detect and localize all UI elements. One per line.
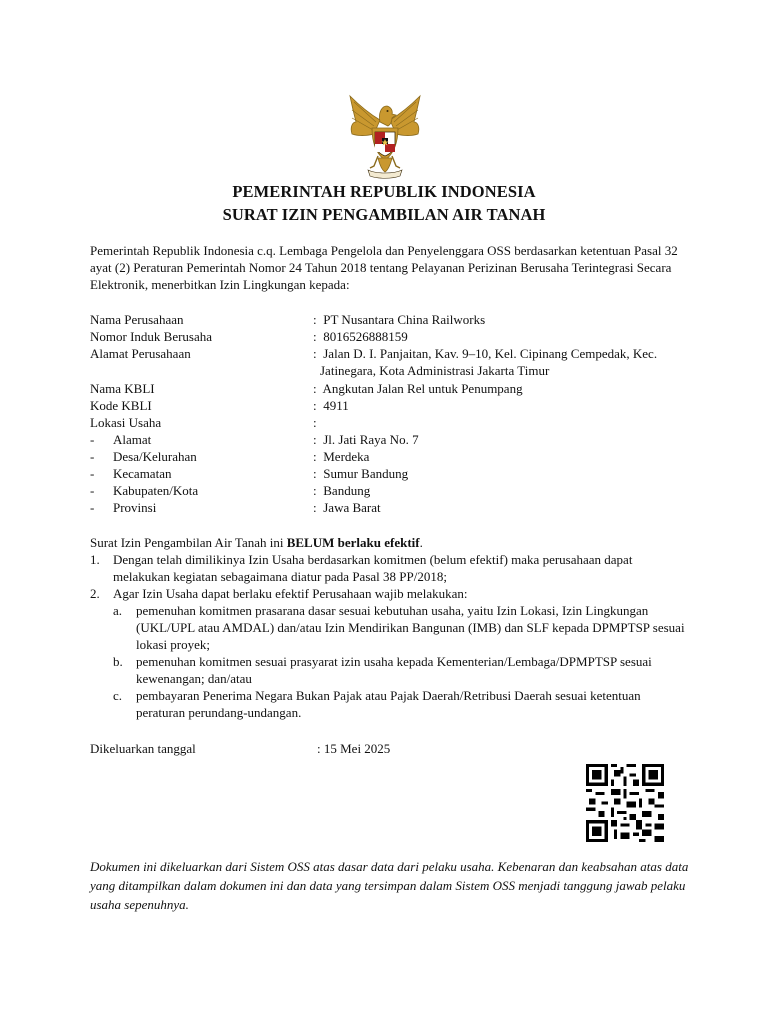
issued-label: Dikeluarkan tanggal <box>90 741 196 756</box>
status-suffix: . <box>419 535 423 550</box>
government-title: PEMERINTAH REPUBLIK INDONESIA <box>232 182 536 201</box>
colon: : <box>313 381 317 396</box>
dash-bullet: - <box>90 483 95 498</box>
permit-title: SURAT IZIN PENGAMBILAN AIR TANAH <box>222 205 546 224</box>
colon: : <box>313 415 317 430</box>
sub-list-text: pemenuhan komitmen prasarana dasar sesuai kebutuhan usaha, yaitu Izin Lokasi, Izin Lingkungan (UKL/UPL atau AMDAL) dan/atau Izin Mendirikan Bangunan (IMB) dan SLF kepada DPMPTSP sesuai lokasi proyek; <box>136 603 685 652</box>
field-label: Provinsi <box>113 500 157 515</box>
field-value: Jawa Barat <box>323 500 381 515</box>
field-label: Kabupaten/Kota <box>113 483 199 498</box>
field-label: Nomor Induk Berusaha <box>90 329 213 344</box>
colon: : <box>313 483 317 498</box>
status-bold: BELUM berlaku efektif <box>286 535 420 550</box>
list-number: 1. <box>90 552 100 567</box>
field-value: 4911 <box>323 398 349 413</box>
colon: : <box>313 312 317 327</box>
field-value-wrap <box>313 499 683 516</box>
dash-bullet: - <box>90 500 95 515</box>
obligations-list <box>90 551 690 721</box>
sub-list-letter: c. <box>113 688 123 703</box>
field-label: Desa/Kelurahan <box>113 449 197 464</box>
field-label: Nama Perusahaan <box>90 312 184 327</box>
field-value: Angkutan Jalan Rel untuk Penumpang <box>322 381 523 396</box>
field-value-wrap <box>313 465 683 482</box>
field-label: Alamat <box>113 432 152 447</box>
sub-list-letter: b. <box>113 654 123 669</box>
garuda-emblem-icon <box>340 92 430 182</box>
field-value: Bandung <box>323 483 371 498</box>
colon: : <box>313 466 317 481</box>
field-value-wrap <box>313 414 683 431</box>
sub-list-item <box>90 602 690 653</box>
field-value-wrap <box>313 345 683 379</box>
list-item <box>90 551 690 585</box>
field-value: PT Nusantara China Railworks <box>323 312 486 327</box>
status-prefix: Surat Izin Pengambilan Air Tanah ini <box>90 535 287 550</box>
qr-code-icon <box>586 764 664 842</box>
field-label: Kode KBLI <box>90 398 152 413</box>
sub-list-text: pemenuhan komitmen sesuai prasyarat izin usaha kepada Kementerian/Lembaga/DPMPTSP sesuai kewenangan; dan/atau <box>136 654 652 686</box>
issued-value: : 15 Mei 2025 <box>317 741 391 756</box>
field-label: Lokasi Usaha <box>90 415 162 430</box>
sub-list-item <box>90 687 690 721</box>
field-label: Kecamatan <box>113 466 172 481</box>
colon: : <box>313 432 317 447</box>
list-item <box>90 585 690 602</box>
field-value: Merdeka <box>323 449 370 464</box>
colon: : <box>313 329 317 344</box>
colon: : <box>313 398 317 413</box>
field-value-wrap <box>313 328 683 345</box>
field-label: Nama KBLI <box>90 381 155 396</box>
sub-list-item <box>90 653 690 687</box>
sub-list-text: pembayaran Penerima Negara Bukan Pajak atau Pajak Daerah/Retribusi Daerah sesuai ketentuan peraturan perundang-undangan. <box>136 688 641 720</box>
list-text: Dengan telah dimilikinya Izin Usaha berdasarkan komitmen (belum efektif) maka perusahaan dapat melakukan kegiatan sebagaimana diatur pada Pasal 38 PP/2018; <box>113 552 633 584</box>
intro-paragraph: Pemerintah Republik Indonesia c.q. Lembaga Pengelola dan Penyelenggara OSS berdasarkan ketentuan Pasal 32 ayat (2) Peraturan Pemerintah Nomor 24 Tahun 2018 tentang Pelayanan Perizinan Berusaha Terintegrasi Secara Elektronik, menerbitkan Izin Lingkungan kepada: <box>90 243 678 292</box>
field-value: Jl. Jati Raya No. 7 <box>323 432 419 447</box>
field-value-line2: Jatinegara, Kota Administrasi Jakarta Timur <box>320 363 550 378</box>
sub-list-letter: a. <box>113 603 123 618</box>
field-value: 8016526888159 <box>323 329 408 344</box>
colon: : <box>313 449 317 464</box>
list-number: 2. <box>90 586 100 601</box>
field-value-wrap <box>313 482 683 499</box>
dash-bullet: - <box>90 449 95 464</box>
field-value-wrap <box>313 431 683 448</box>
footer-disclaimer: Dokumen ini dikeluarkan dari Sistem OSS atas dasar data dari pelaku usaha. Kebenaran dan keabsahan atas data yang ditampilkan dalam dokumen ini dan data yang tersimpan dalam Sistem OSS menjadi tanggung jawab pelaku usaha sepenuhnya. <box>90 859 689 912</box>
field-value-wrap <box>313 311 683 328</box>
dash-bullet: - <box>90 466 95 481</box>
field-value: Sumur Bandung <box>323 466 409 481</box>
field-label: Alamat Perusahaan <box>90 346 191 361</box>
colon: : <box>313 500 317 515</box>
list-text: Agar Izin Usaha dapat berlaku efektif Perusahaan wajib melakukan: <box>113 586 468 601</box>
dash-bullet: - <box>90 432 95 447</box>
field-value-line1: Jalan D. I. Panjaitan, Kav. 9–10, Kel. Cipinang Cempedak, Kec. <box>323 346 658 361</box>
colon: : <box>313 346 317 361</box>
field-value-wrap <box>313 448 683 465</box>
permit-status <box>90 534 423 551</box>
field-value-wrap <box>313 380 683 397</box>
field-value-wrap <box>313 397 683 414</box>
